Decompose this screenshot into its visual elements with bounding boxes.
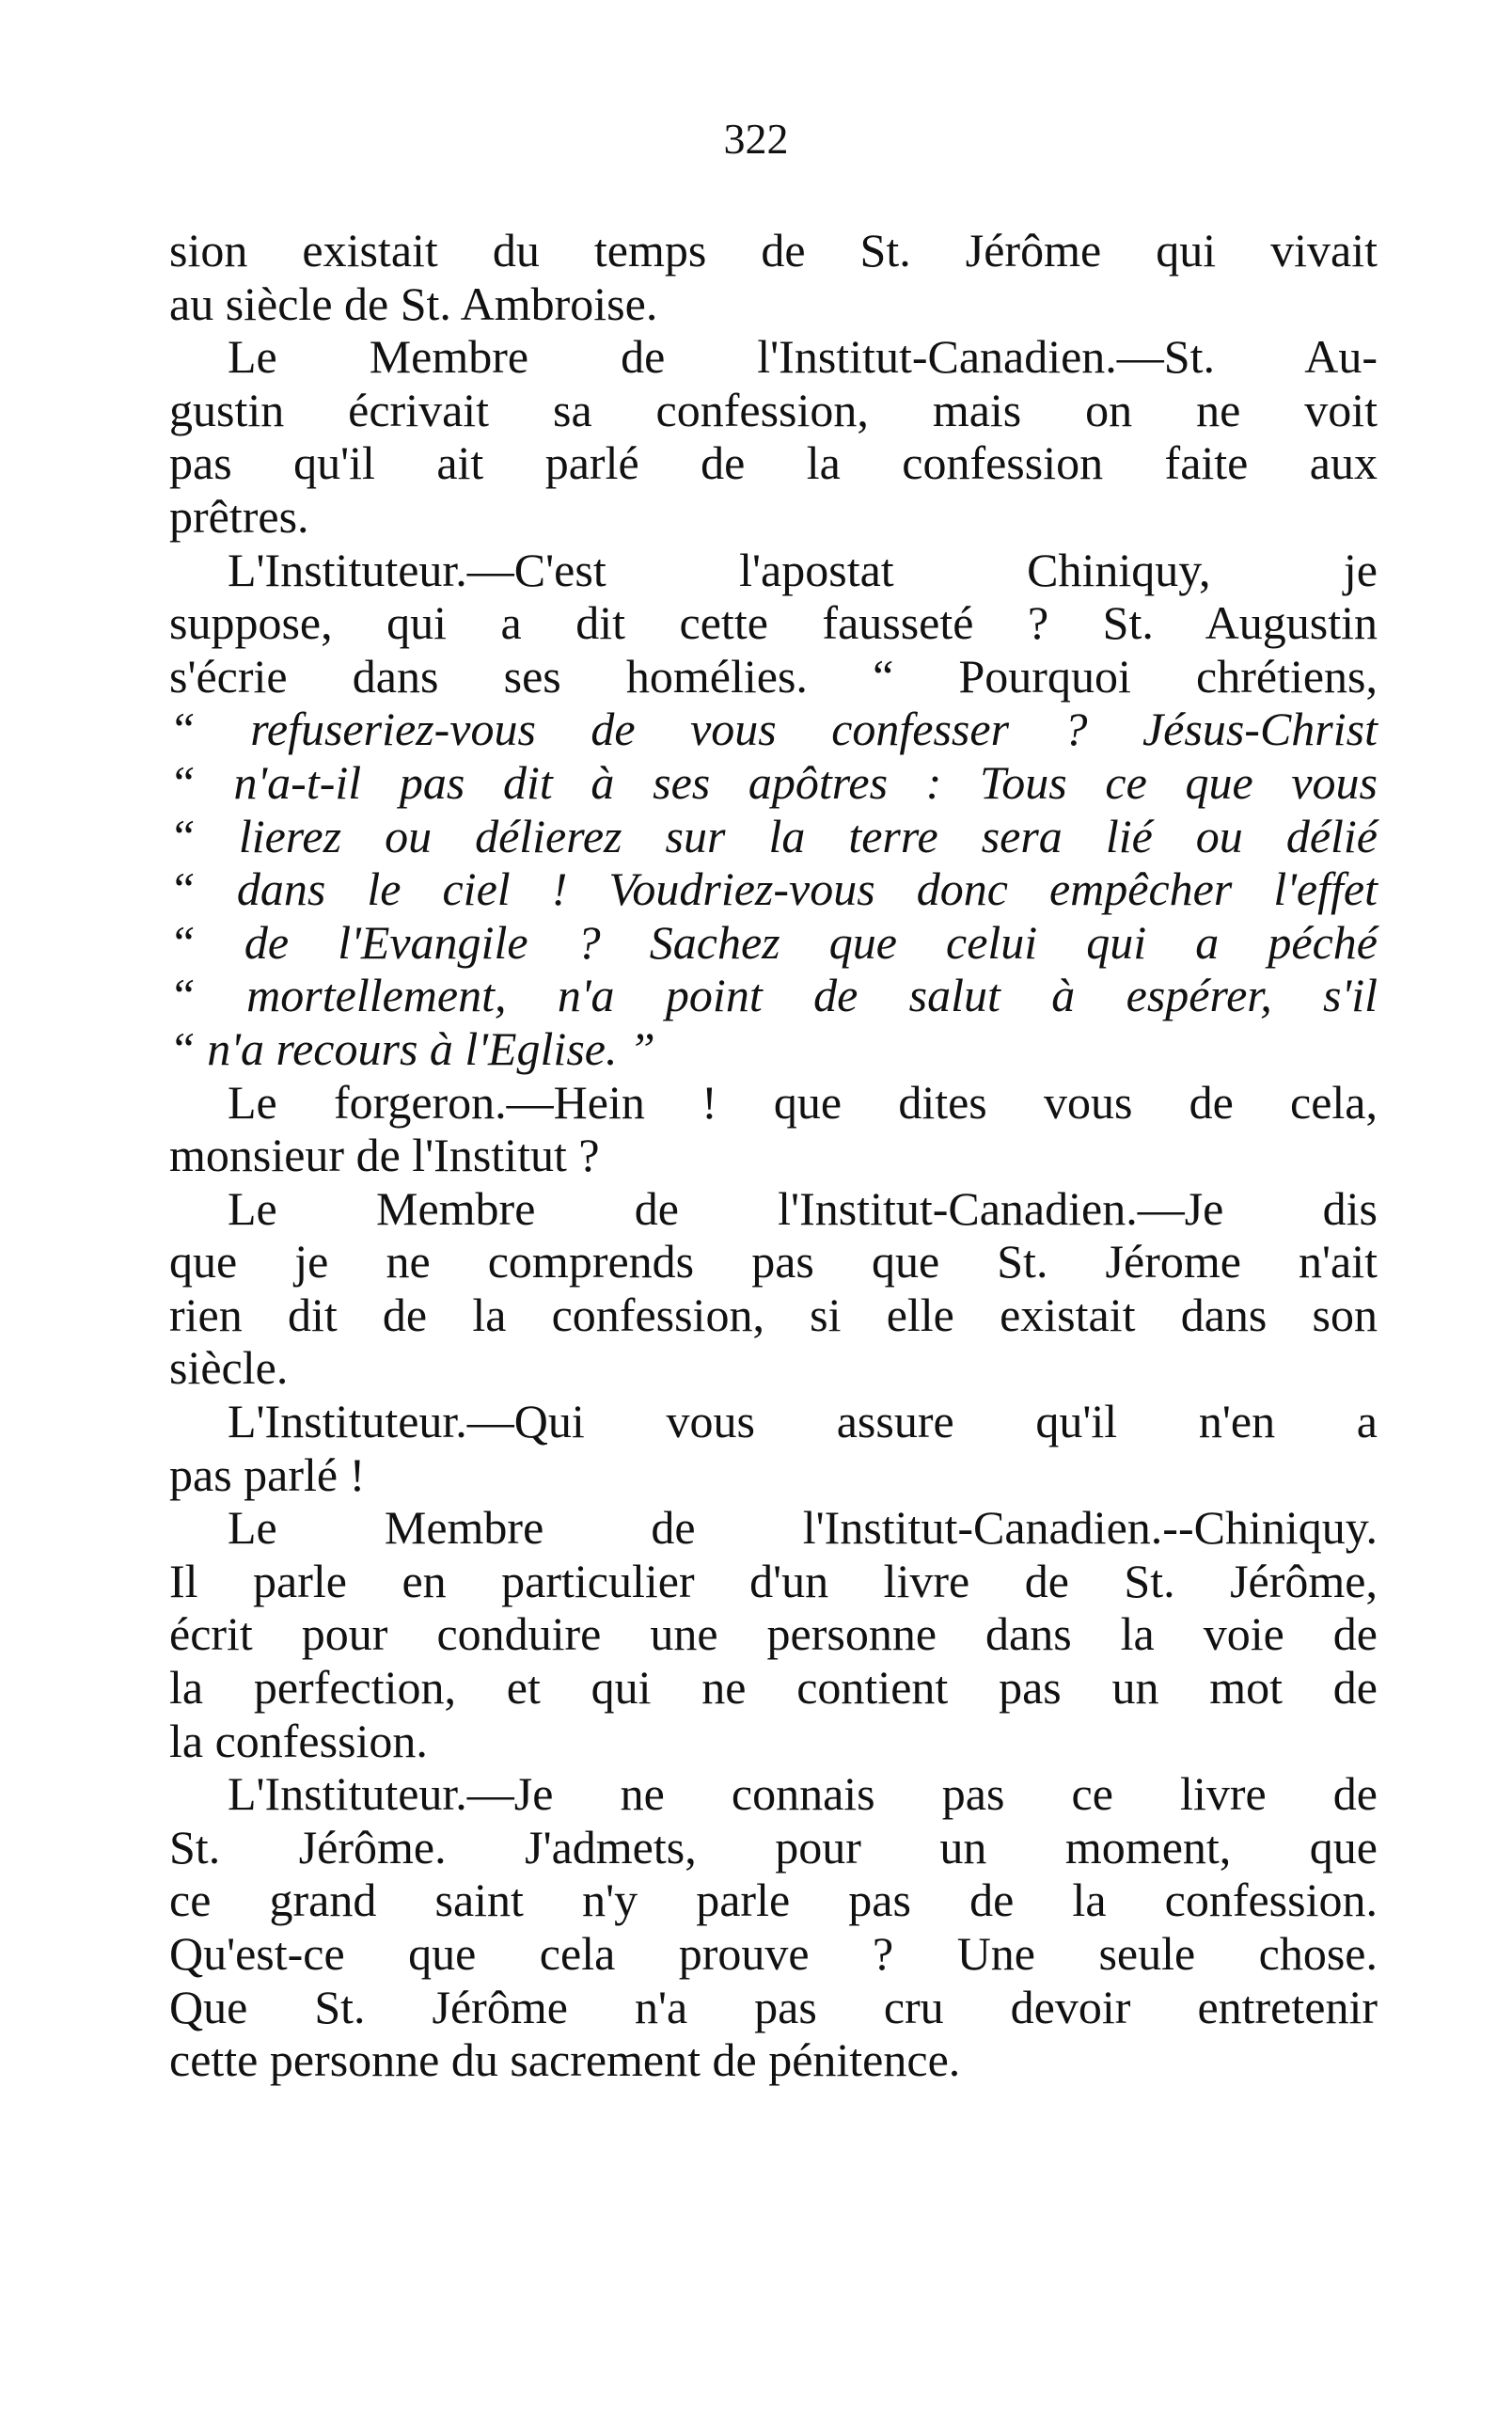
text-line: au siècle de St. Ambroise. (169, 277, 658, 330)
quote-line: “ de l'Evangile ? Sachez que celui qui a péché (169, 915, 1378, 969)
text-line: la confession. (169, 1714, 428, 1767)
text-line: Il parle en particulier d'un livre de St. Jérôme, (169, 1554, 1378, 1607)
text-line: écrit pour conduire une personne dans la voie de (169, 1607, 1378, 1661)
text-line: cette personne du sacrement de pénitence. (169, 2033, 961, 2087)
text-line: que je ne comprends pas que St. Jérome n'ait (169, 1235, 1378, 1289)
text-line: la perfection, et qui ne contient pas un mot de (169, 1661, 1378, 1715)
quote-line: “ n'a-t-il pas dit à ses apôtres : Tous ce que vous (169, 755, 1378, 809)
text-line: pas parlé ! (169, 1447, 366, 1501)
text-line: prêtres. (169, 489, 309, 543)
text-line: pas qu'il ait parlé de la confession faite aux (169, 436, 1378, 490)
text-line: gustin écrivait sa confession, mais on ne voit (169, 383, 1378, 436)
text-line: suppose, qui a dit cette fausseté ? St. Augustin (169, 596, 1378, 650)
quote-line: “ lierez ou délierez sur la terre sera lié ou délié (169, 809, 1378, 862)
text-line: Le Membre de l'Institut-Canadien.—St. Au- (228, 330, 1378, 384)
text-line: L'Instituteur.—C'est l'apostat Chiniquy, je (228, 543, 1378, 596)
text-line: monsieur de l'Institut ? (169, 1129, 600, 1182)
quote-line: “ mortellement, n'a point de salut à espérer, s'il (169, 969, 1378, 1022)
quote-line: “ dans le ciel ! Voudriez-vous donc empêcher l'effet (169, 862, 1378, 916)
text-line: Qu'est-ce que cela prouve ? Une seule chose. (169, 1927, 1378, 1980)
text-line: Que St. Jérôme n'a pas cru devoir entretenir (169, 1980, 1378, 2033)
text-line: ce grand saint n'y parle pas de la confession. (169, 1874, 1378, 1927)
text-line: Le Membre de l'Institut-Canadien.—Je dis (228, 1181, 1378, 1235)
quote-line: “ n'a recours à l'Eglise. ” (169, 1021, 655, 1075)
text-line: L'Instituteur.—Je ne connais pas ce livre de (228, 1767, 1378, 1821)
quote-line: “ refuseriez-vous de vous confesser ? Jésus-Christ (169, 703, 1378, 756)
text-line: rien dit de la confession, si elle existait dans son (169, 1288, 1378, 1341)
text-line: siècle. (169, 1341, 289, 1395)
text-line: L'Instituteur.—Qui vous assure qu'il n'en a (228, 1395, 1378, 1448)
body-text (169, 224, 1378, 2087)
text-line: s'écrie dans ses homélies. “ Pourquoi chrétiens, (169, 649, 1378, 703)
page-number: 322 (723, 115, 789, 163)
text-line: Le Membre de l'Institut-Canadien.--Chiniquy. (228, 1501, 1378, 1555)
text-line: sion existait du temps de St. Jérôme qui vivait (169, 224, 1378, 277)
text-line: Le forgeron.—Hein ! que dites vous de cela, (228, 1075, 1378, 1129)
text-line: St. Jérôme. J'admets, pour un moment, que (169, 1820, 1378, 1874)
